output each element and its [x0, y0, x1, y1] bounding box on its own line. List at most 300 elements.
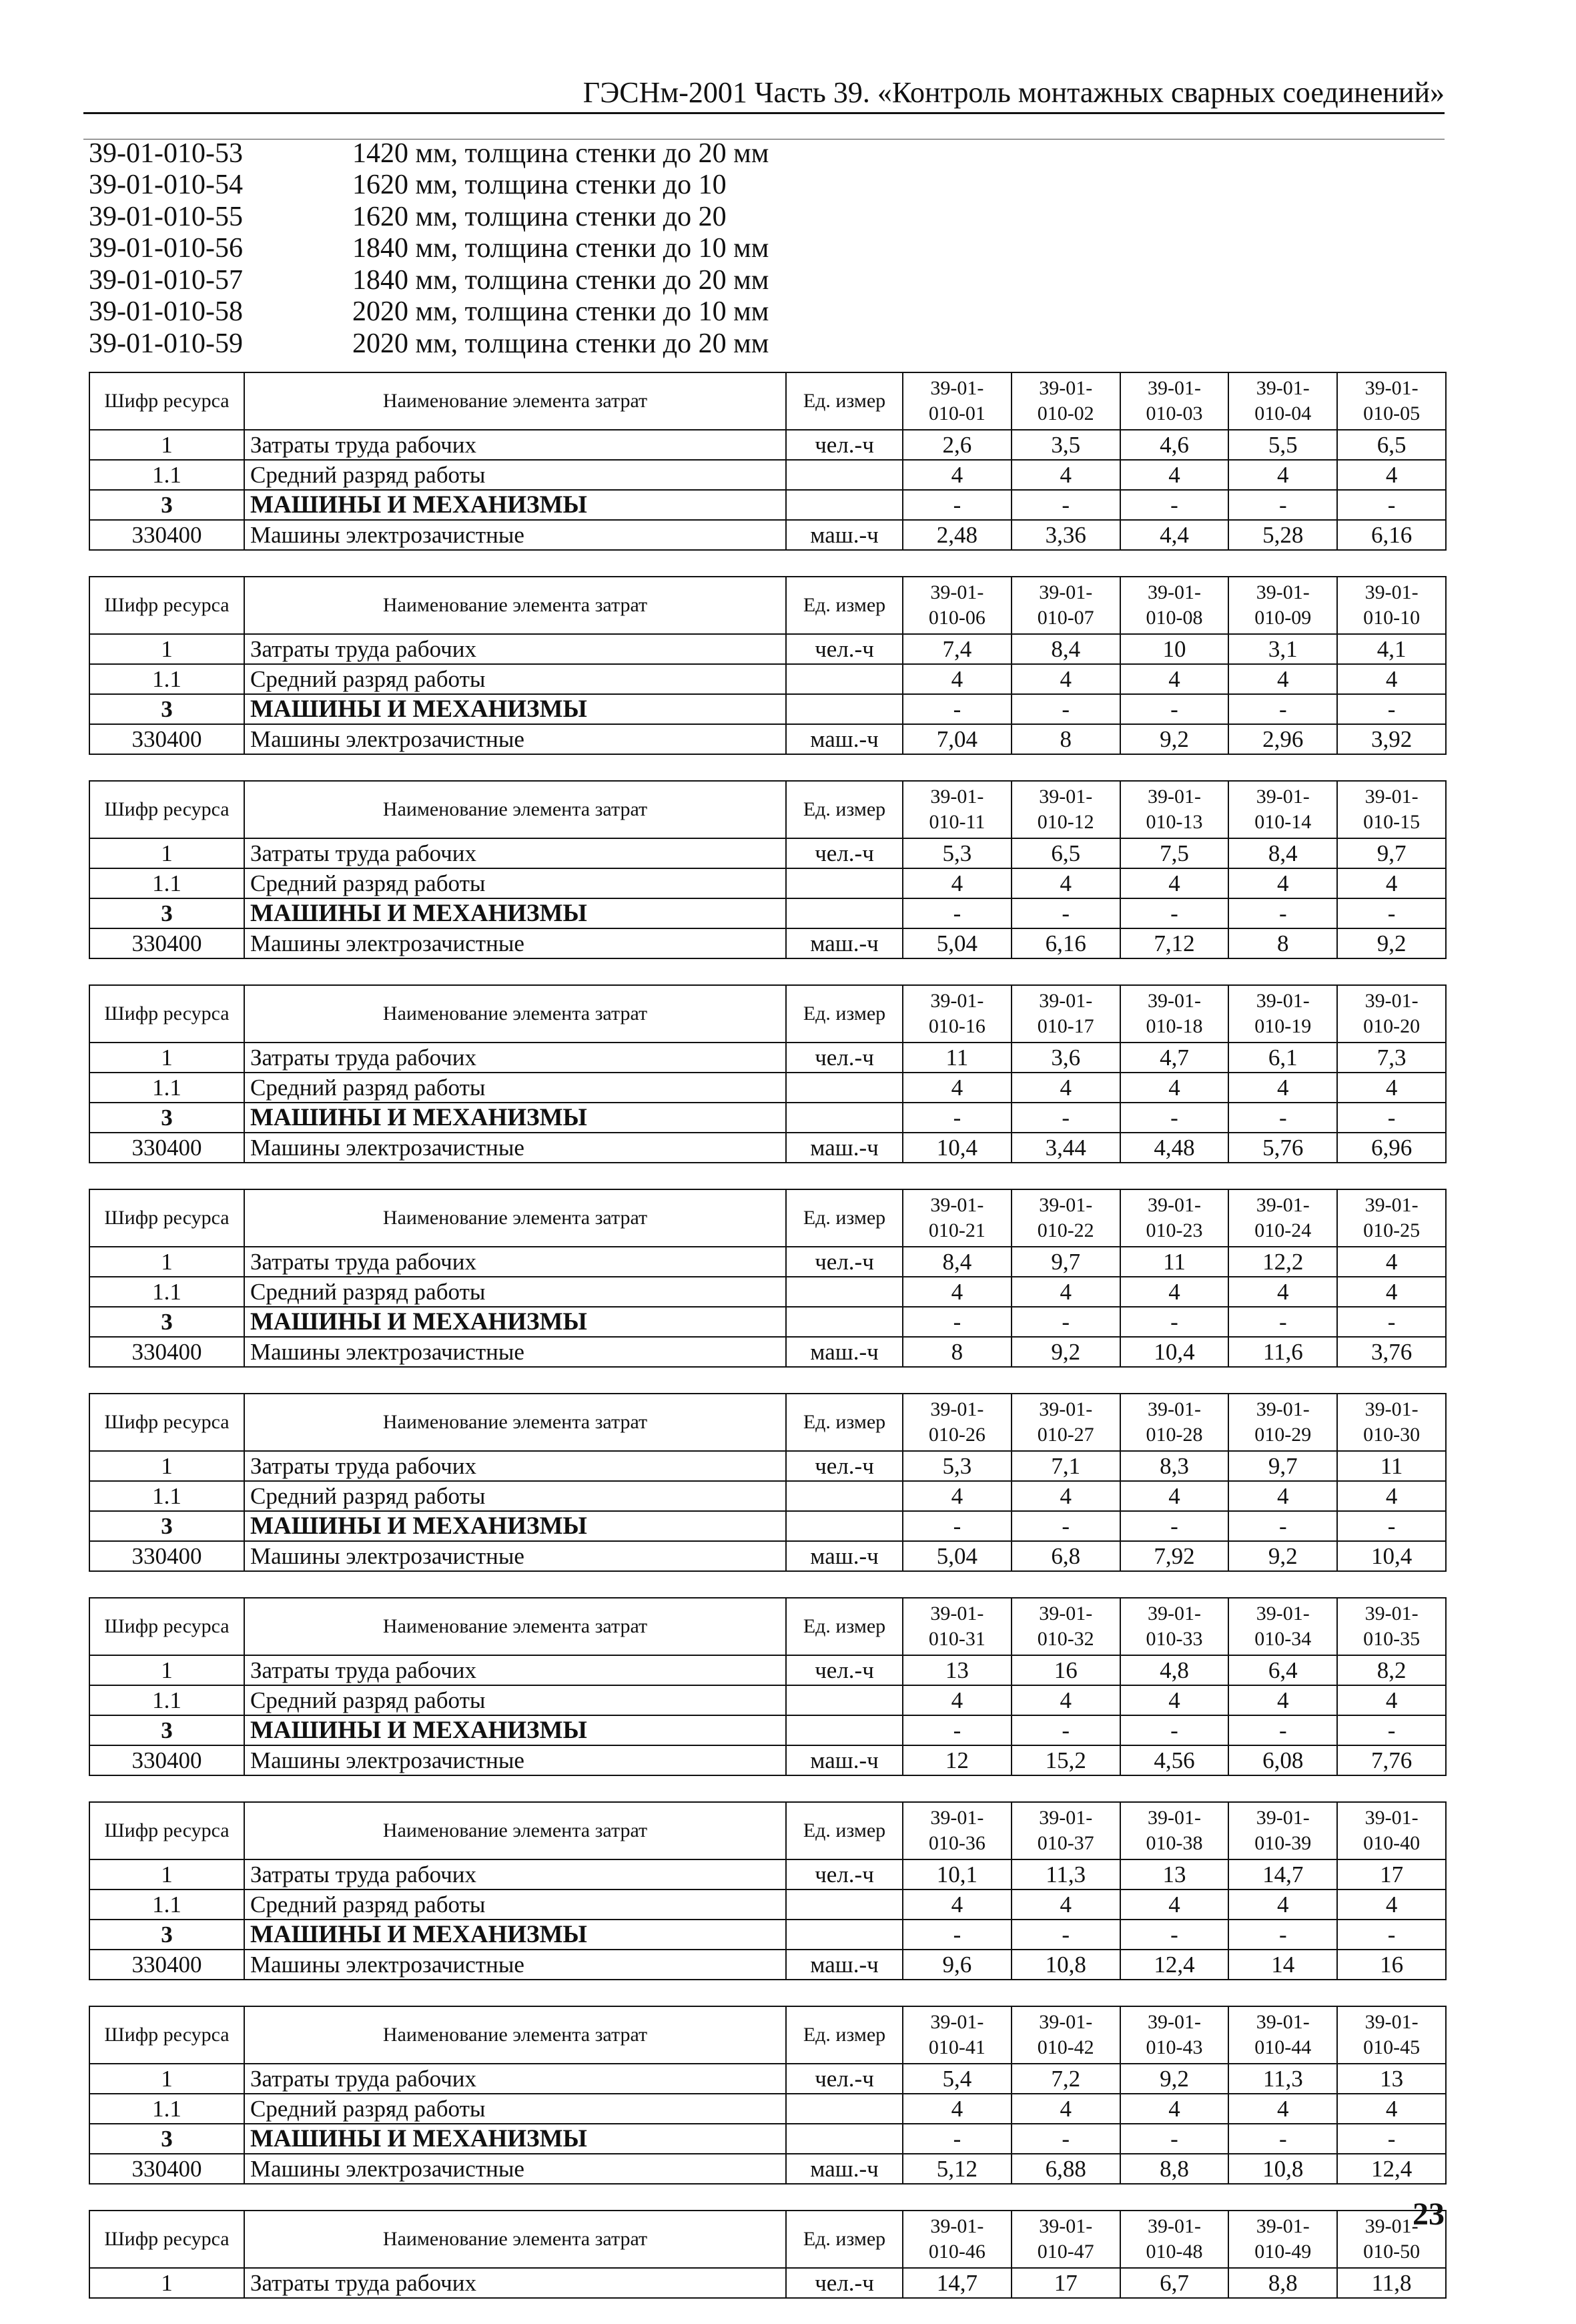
cell-value: 4	[1337, 664, 1446, 694]
cell-value: 8,3	[1120, 1451, 1229, 1481]
table-row	[89, 1541, 1446, 1571]
cell-unit: маш.-ч	[786, 724, 903, 754]
header-norm-code-part: 010-11	[929, 811, 986, 833]
cell-value: -	[1228, 1103, 1337, 1133]
cell-element-name: Средний разряд работы	[244, 1073, 786, 1103]
cell-resource-code: 1	[89, 2268, 244, 2298]
cell-element-name: Машины электрозачистные	[244, 724, 786, 754]
cell-value: -	[1120, 1920, 1229, 1950]
table-row	[89, 430, 1446, 460]
cell-resource-code: 3	[89, 490, 244, 520]
cell-value: -	[903, 490, 1012, 520]
cell-unit: маш.-ч	[786, 2154, 903, 2184]
cell-value: 4	[903, 1481, 1012, 1511]
item-code: 39-01-010-53	[89, 137, 243, 169]
cell-value: 4	[1337, 1073, 1446, 1103]
cell-element-name: Затраты труда рабочих	[244, 1451, 786, 1481]
cell-element-name: МАШИНЫ И МЕХАНИЗМЫ	[244, 694, 786, 724]
table-row	[89, 1337, 1446, 1367]
header-norm-code-part: 39-01-	[1256, 1807, 1310, 1829]
cell-element-name: Машины электрозачистные	[244, 928, 786, 958]
cell-value: 4,48	[1120, 1133, 1229, 1163]
cell-value: 3,44	[1012, 1133, 1120, 1163]
cell-value: 5,12	[903, 2154, 1012, 2184]
table-header-row	[89, 577, 1446, 634]
header-norm-code-part: 39-01-	[1148, 2011, 1201, 2033]
header-element-name: Наименование элемента затрат	[244, 1394, 786, 1451]
item-row	[89, 201, 889, 233]
cost-table	[89, 1597, 1447, 1776]
cell-value: 5,3	[903, 1451, 1012, 1481]
cell-value: -	[1228, 2124, 1337, 2154]
cell-value: 10,1	[903, 1859, 1012, 1890]
cell-value: 4	[1120, 1481, 1229, 1511]
header-unit: Ед. измер	[786, 1394, 903, 1451]
table-header-row	[89, 781, 1446, 838]
cell-value: -	[1337, 1511, 1446, 1541]
cell-value: 4	[1228, 1890, 1337, 1920]
header-unit: Ед. измер	[786, 2211, 903, 2268]
cell-value: -	[1120, 694, 1229, 724]
header-norm-code	[1012, 2211, 1120, 2268]
table-row	[89, 1481, 1446, 1511]
header-norm-code-part: 39-01-	[1364, 990, 1419, 1012]
cell-resource-code: 330400	[89, 1950, 244, 1980]
header-norm-code-part: 39-01-	[1148, 581, 1201, 603]
cell-value: 5,04	[903, 928, 1012, 958]
cell-element-name: Затраты труда рабочих	[244, 1859, 786, 1890]
cell-unit	[786, 868, 903, 898]
cell-value: 17	[1012, 2268, 1120, 2298]
header-norm-code	[1012, 1394, 1120, 1451]
table-row	[89, 724, 1446, 754]
header-norm-code-part: 010-44	[1254, 2036, 1312, 2058]
header-resource-code: Шифр ресурса	[89, 1189, 244, 1247]
header-norm-code-part: 39-01-	[1256, 377, 1310, 399]
header-norm-code-part: 010-24	[1254, 1219, 1312, 1241]
header-norm-code-part: 010-27	[1037, 1424, 1094, 1446]
cell-value: 4	[1228, 1073, 1337, 1103]
cell-resource-code: 330400	[89, 1745, 244, 1775]
cell-value: 4	[903, 664, 1012, 694]
header-norm-code-part: 010-25	[1363, 1219, 1421, 1241]
item-description: 1620 мм, толщина стенки до 10	[352, 170, 727, 201]
cell-element-name: Затраты труда рабочих	[244, 430, 786, 460]
header-norm-code-part: 010-02	[1037, 402, 1094, 424]
cell-value: -	[1012, 1715, 1120, 1745]
header-norm-code	[1120, 1802, 1229, 1859]
header-norm-code-part: 39-01-	[1148, 1603, 1201, 1625]
header-norm-code	[903, 1394, 1012, 1451]
cell-resource-code: 3	[89, 1715, 244, 1745]
cell-value: 6,08	[1228, 1745, 1337, 1775]
cell-value: 5,4	[903, 2064, 1012, 2094]
item-code: 39-01-010-58	[89, 296, 243, 328]
cell-value: 7,12	[1120, 928, 1229, 958]
cell-resource-code: 1.1	[89, 1277, 244, 1307]
header-unit: Ед. измер	[786, 985, 903, 1043]
cell-value: 3,5	[1012, 430, 1120, 460]
cell-element-name: Затраты труда рабочих	[244, 1247, 786, 1277]
cell-element-name: МАШИНЫ И МЕХАНИЗМЫ	[244, 1715, 786, 1745]
cell-value: 11	[903, 1043, 1012, 1073]
cell-resource-code: 1	[89, 1859, 244, 1890]
cell-value: -	[1120, 1103, 1229, 1133]
table-row	[89, 1103, 1446, 1133]
cell-resource-code: 330400	[89, 928, 244, 958]
table-row	[89, 2124, 1446, 2154]
cell-value: -	[1228, 1307, 1337, 1337]
cell-value: 9,2	[1228, 1541, 1337, 1571]
header-norm-code-part: 010-12	[1037, 811, 1094, 833]
cell-value: 9,6	[903, 1950, 1012, 1980]
header-norm-code-part: 010-39	[1254, 1832, 1312, 1854]
header-norm-code	[903, 2211, 1012, 2268]
cell-resource-code: 3	[89, 1920, 244, 1950]
header-norm-code-part: 010-32	[1037, 1628, 1094, 1650]
header-norm-code-part: 39-01-	[1148, 1398, 1201, 1420]
cell-value: -	[1228, 1511, 1337, 1541]
header-norm-code-part: 39-01-	[1256, 2215, 1310, 2237]
cell-unit: маш.-ч	[786, 1541, 903, 1571]
cell-value: 3,6	[1012, 1043, 1120, 1073]
cell-value: 2,6	[903, 430, 1012, 460]
cell-value: 4	[1228, 1481, 1337, 1511]
table-header-row	[89, 372, 1446, 430]
header-norm-code	[1228, 985, 1337, 1043]
cell-value: 9,2	[1337, 928, 1446, 958]
header-norm-code-part: 39-01-	[1148, 377, 1201, 399]
cell-value: 8,4	[903, 1247, 1012, 1277]
header-norm-code-part: 39-01-	[930, 1603, 984, 1625]
cell-value: 11	[1120, 1247, 1229, 1277]
cell-value: 4	[1120, 868, 1229, 898]
header-norm-code	[1337, 1394, 1446, 1451]
cell-unit: чел.-ч	[786, 838, 903, 868]
header-norm-code-part: 010-29	[1254, 1424, 1312, 1446]
header-norm-code	[1228, 577, 1337, 634]
cell-value: 4,6	[1120, 430, 1229, 460]
cell-value: 8	[1012, 724, 1120, 754]
table-row	[89, 868, 1446, 898]
item-row	[89, 170, 889, 202]
cell-unit	[786, 1481, 903, 1511]
header-norm-code-part: 010-47	[1037, 2241, 1094, 2263]
cell-unit: чел.-ч	[786, 1043, 903, 1073]
header-norm-code-part: 39-01-	[1256, 2011, 1310, 2033]
header-norm-code	[1120, 1394, 1229, 1451]
header-element-name: Наименование элемента затрат	[244, 2006, 786, 2064]
header-norm-code-part: 010-03	[1146, 402, 1203, 424]
header-norm-code-part: 39-01-	[1256, 786, 1310, 808]
header-unit: Ед. измер	[786, 1598, 903, 1655]
cell-element-name: МАШИНЫ И МЕХАНИЗМЫ	[244, 1307, 786, 1337]
header-norm-code-part: 39-01-	[1039, 1398, 1093, 1420]
header-norm-code-part: 010-38	[1146, 1832, 1203, 1854]
cell-element-name: МАШИНЫ И МЕХАНИЗМЫ	[244, 2124, 786, 2154]
header-norm-code	[903, 1802, 1012, 1859]
header-norm-code	[1120, 781, 1229, 838]
table-row	[89, 1890, 1446, 1920]
header-norm-code-part: 39-01-	[1364, 2215, 1419, 2237]
header-norm-code	[1120, 577, 1229, 634]
cell-value: 2,48	[903, 520, 1012, 550]
table-row	[89, 1511, 1446, 1541]
header-norm-code-part: 39-01-	[1256, 1398, 1310, 1420]
cell-value: 4	[903, 2094, 1012, 2124]
table-header-row	[89, 1189, 1446, 1247]
header-unit: Ед. измер	[786, 577, 903, 634]
header-norm-code-part: 010-23	[1146, 1219, 1203, 1241]
header-norm-code	[903, 2006, 1012, 2064]
cell-unit: маш.-ч	[786, 928, 903, 958]
table-row	[89, 2268, 1446, 2298]
header-norm-code-part: 010-15	[1363, 811, 1421, 833]
cell-resource-code: 1.1	[89, 868, 244, 898]
cell-value: 11,6	[1228, 1337, 1337, 1367]
header-norm-code	[1120, 1189, 1229, 1247]
header-norm-code	[1228, 1802, 1337, 1859]
header-norm-code	[1228, 781, 1337, 838]
item-code: 39-01-010-56	[89, 233, 243, 264]
cell-unit	[786, 1511, 903, 1541]
cell-value: 7,2	[1012, 2064, 1120, 2094]
cell-resource-code: 1	[89, 1655, 244, 1685]
cell-unit	[786, 1073, 903, 1103]
cell-value: 16	[1012, 1655, 1120, 1685]
cell-resource-code: 1	[89, 2064, 244, 2094]
cell-value: -	[1120, 490, 1229, 520]
cell-element-name: МАШИНЫ И МЕХАНИЗМЫ	[244, 1103, 786, 1133]
cell-element-name: Машины электрозачистные	[244, 520, 786, 550]
cell-value: 3,36	[1012, 520, 1120, 550]
table-header-row	[89, 2211, 1446, 2268]
header-norm-code	[903, 372, 1012, 430]
header-unit: Ед. измер	[786, 781, 903, 838]
header-norm-code-part: 010-06	[928, 607, 986, 629]
header-norm-code-part: 39-01-	[1039, 1194, 1093, 1216]
cell-resource-code: 330400	[89, 1133, 244, 1163]
header-norm-code	[1337, 2006, 1446, 2064]
cell-value: -	[903, 1920, 1012, 1950]
header-norm-code	[1337, 577, 1446, 634]
cell-value: 4,1	[1337, 634, 1446, 664]
header-unit: Ед. измер	[786, 1802, 903, 1859]
table-row	[89, 1451, 1446, 1481]
cell-resource-code: 1	[89, 1451, 244, 1481]
cell-element-name: МАШИНЫ И МЕХАНИЗМЫ	[244, 1920, 786, 1950]
header-norm-code-part: 39-01-	[1148, 990, 1201, 1012]
cell-resource-code: 3	[89, 1103, 244, 1133]
cell-unit: маш.-ч	[786, 520, 903, 550]
header-norm-code	[1012, 1802, 1120, 1859]
cell-value: -	[1012, 1307, 1120, 1337]
cell-value: -	[1012, 1103, 1120, 1133]
item-row	[89, 233, 889, 265]
table-row	[89, 1685, 1446, 1715]
cell-value: 4	[1337, 868, 1446, 898]
header-norm-code-part: 010-36	[928, 1832, 986, 1854]
cell-value: 4	[1012, 460, 1120, 490]
cell-value: 4,4	[1120, 520, 1229, 550]
item-row	[89, 328, 889, 360]
cost-tables	[89, 372, 1445, 2324]
cell-value: 9,2	[1120, 724, 1229, 754]
cost-table	[89, 1189, 1447, 1368]
header-norm-code-part: 010-34	[1254, 1628, 1312, 1650]
cell-value: 4	[903, 1685, 1012, 1715]
table-row	[89, 2094, 1446, 2124]
cell-resource-code: 330400	[89, 724, 244, 754]
header-norm-code-part: 39-01-	[1039, 2011, 1093, 2033]
cell-value: 4	[1012, 1277, 1120, 1307]
header-norm-code-part: 010-37	[1037, 1832, 1094, 1854]
cell-value: -	[1228, 898, 1337, 928]
header-norm-code-part: 010-16	[928, 1015, 986, 1037]
header-norm-code-part: 010-31	[928, 1628, 986, 1650]
cell-value: 12,2	[1228, 1247, 1337, 1277]
table-row	[89, 1247, 1446, 1277]
cell-value: 12	[903, 1745, 1012, 1775]
header-norm-code	[903, 1598, 1012, 1655]
cell-unit: чел.-ч	[786, 2268, 903, 2298]
cell-value: 4	[903, 868, 1012, 898]
header-norm-code-part: 39-01-	[930, 377, 984, 399]
header-norm-code	[1012, 781, 1120, 838]
cell-value: -	[1337, 1307, 1446, 1337]
header-norm-code	[1228, 372, 1337, 430]
header-resource-code: Шифр ресурса	[89, 985, 244, 1043]
header-norm-code-part: 39-01-	[1039, 990, 1093, 1012]
cell-resource-code: 1.1	[89, 1685, 244, 1715]
cell-value: 6,88	[1012, 2154, 1120, 2184]
cell-value: 4	[1337, 1685, 1446, 1715]
cell-value: -	[1120, 2124, 1229, 2154]
cell-value: 13	[1337, 2064, 1446, 2094]
cell-value: 4	[1120, 2094, 1229, 2124]
header-norm-code-part: 39-01-	[1256, 990, 1310, 1012]
cell-value: 4	[1012, 1481, 1120, 1511]
cell-value: 3,76	[1337, 1337, 1446, 1367]
cell-value: 6,4	[1228, 1655, 1337, 1685]
cell-value: 4	[1228, 1685, 1337, 1715]
header-norm-code-part: 010-14	[1254, 811, 1312, 833]
cell-value: 8,4	[1228, 838, 1337, 868]
cell-value: 4	[1337, 1890, 1446, 1920]
cell-value: 4	[1120, 460, 1229, 490]
cell-unit	[786, 1715, 903, 1745]
cell-value: 4	[1337, 1247, 1446, 1277]
table-row	[89, 1307, 1446, 1337]
cell-element-name: Затраты труда рабочих	[244, 838, 786, 868]
header-norm-code-part: 010-49	[1254, 2241, 1312, 2263]
cell-element-name: Машины электрозачистные	[244, 1950, 786, 1980]
header-norm-code	[1120, 2211, 1229, 2268]
cell-element-name: МАШИНЫ И МЕХАНИЗМЫ	[244, 1511, 786, 1541]
cell-unit: чел.-ч	[786, 430, 903, 460]
cell-unit	[786, 2094, 903, 2124]
cell-element-name: Средний разряд работы	[244, 460, 786, 490]
header-norm-code-part: 010-42	[1037, 2036, 1094, 2058]
cell-resource-code: 330400	[89, 1337, 244, 1367]
header-norm-code-part: 010-09	[1254, 607, 1312, 629]
item-row	[89, 296, 889, 328]
cell-value: -	[1012, 898, 1120, 928]
cell-value: 5,5	[1228, 430, 1337, 460]
cell-value: 6,8	[1012, 1541, 1120, 1571]
header-resource-code: Шифр ресурса	[89, 1394, 244, 1451]
header-norm-code-part: 39-01-	[1364, 377, 1419, 399]
cell-unit: чел.-ч	[786, 1655, 903, 1685]
item-description: 2020 мм, толщина стенки до 10 мм	[352, 296, 769, 328]
cell-value: 12,4	[1337, 2154, 1446, 2184]
page-header: ГЭСНм-2001 Часть 39. «Контроль монтажных сварных соединений»	[582, 76, 1445, 109]
cell-value: 10	[1120, 634, 1229, 664]
header-norm-code-part: 010-22	[1037, 1219, 1094, 1241]
cost-table	[89, 2210, 1447, 2299]
header-norm-code-part: 39-01-	[1148, 1194, 1201, 1216]
header-norm-code-part: 010-30	[1363, 1424, 1421, 1446]
header-norm-code-part: 39-01-	[1256, 581, 1310, 603]
cell-value: -	[1120, 1715, 1229, 1745]
cell-resource-code: 1.1	[89, 1890, 244, 1920]
table-row	[89, 1133, 1446, 1163]
header-norm-code-part: 39-01-	[1364, 2011, 1419, 2033]
header-norm-code	[1228, 2211, 1337, 2268]
cell-value: 10,4	[1120, 1337, 1229, 1367]
cell-value: 4	[1337, 460, 1446, 490]
cell-value: -	[1012, 694, 1120, 724]
cell-value: 6,16	[1337, 520, 1446, 550]
header-norm-code	[1337, 1598, 1446, 1655]
cell-value: 10,4	[903, 1133, 1012, 1163]
header-element-name: Наименование элемента затрат	[244, 1189, 786, 1247]
header-norm-code-part: 010-08	[1146, 607, 1203, 629]
header-norm-code-part: 39-01-	[1039, 377, 1093, 399]
cell-value: 4,56	[1120, 1745, 1229, 1775]
cell-value: -	[903, 1307, 1012, 1337]
cell-element-name: Затраты труда рабочих	[244, 1655, 786, 1685]
header-rule	[83, 112, 1445, 114]
header-resource-code: Шифр ресурса	[89, 1598, 244, 1655]
header-norm-code	[1228, 1394, 1337, 1451]
cell-value: 4	[1012, 664, 1120, 694]
cell-value: 4	[1337, 1277, 1446, 1307]
cell-value: 6,5	[1012, 838, 1120, 868]
table-row	[89, 1745, 1446, 1775]
cell-element-name: Затраты труда рабочих	[244, 634, 786, 664]
header-element-name: Наименование элемента затрат	[244, 781, 786, 838]
header-norm-code-part: 39-01-	[1256, 1603, 1310, 1625]
cell-value: 4	[1012, 1073, 1120, 1103]
header-norm-code-part: 010-01	[928, 402, 986, 424]
header-resource-code: Шифр ресурса	[89, 1802, 244, 1859]
header-norm-code	[1337, 781, 1446, 838]
cell-value: 8,4	[1012, 634, 1120, 664]
cell-value: 9,2	[1012, 1337, 1120, 1367]
cell-unit: маш.-ч	[786, 1133, 903, 1163]
header-norm-code-part: 39-01-	[930, 786, 984, 808]
cell-value: 11,3	[1012, 1859, 1120, 1890]
header-norm-code-part: 010-33	[1146, 1628, 1203, 1650]
header-norm-code	[1120, 372, 1229, 430]
header-norm-code-part: 39-01-	[930, 581, 984, 603]
header-norm-code-part: 010-28	[1146, 1424, 1203, 1446]
cell-unit: чел.-ч	[786, 1859, 903, 1890]
item-row	[89, 264, 889, 296]
header-norm-code	[1337, 372, 1446, 430]
cell-value: 4	[1228, 1277, 1337, 1307]
